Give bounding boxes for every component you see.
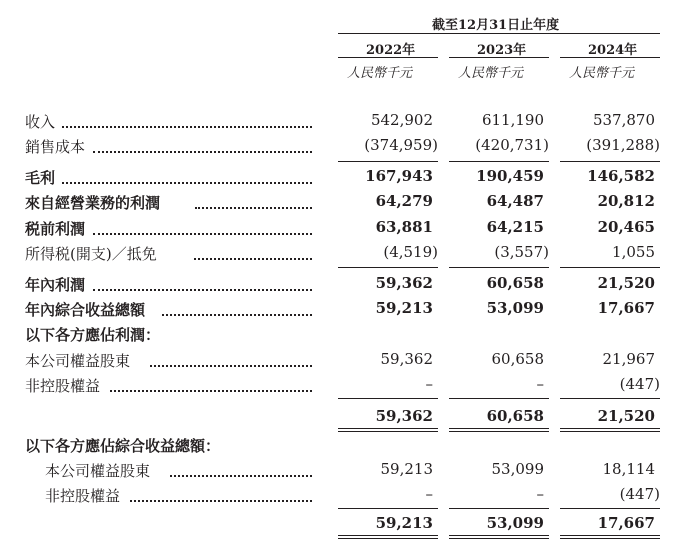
- cell-tci-2024: 17,667: [597, 299, 655, 317]
- cell-nci-tci-2024: (447): [619, 485, 660, 503]
- leader-dots: [162, 314, 312, 316]
- leader-dots: [110, 390, 312, 392]
- total-rule-2024: [560, 535, 660, 536]
- section-heading-tci-attributable: 以下各方應佔綜合收益總額：: [25, 437, 221, 455]
- total-rule-2022: [338, 428, 438, 429]
- unit-label-2023: 人民幣千元: [458, 66, 524, 81]
- cell-nci-profit-2024: (447): [619, 375, 660, 393]
- leader-dots: [62, 182, 312, 184]
- cell-shareholders-profit-2023: 60,658: [491, 350, 544, 368]
- row-label-cost-of-sales: 銷售成本: [25, 138, 86, 156]
- header-rule: [338, 33, 660, 34]
- total-rule-2022b: [338, 431, 438, 432]
- total-rule-2024b: [560, 431, 660, 432]
- subtotal-rule-2024: [560, 398, 660, 399]
- cell-operating-2024: 20,812: [597, 192, 655, 210]
- cell-profit-total-2022: 59,362: [375, 407, 433, 425]
- cell-pbt-2024: 20,465: [597, 218, 655, 236]
- cell-cost-2023: (420,731): [475, 136, 549, 154]
- row-label-gross-profit: 毛利: [25, 169, 56, 187]
- cell-operating-2022: 64,279: [375, 192, 433, 210]
- cell-tci-total-2024: 17,667: [597, 514, 655, 532]
- year-header-2024: 2024年: [588, 43, 638, 58]
- row-label-equity-shareholders-tci: 本公司權益股東: [45, 462, 151, 480]
- cell-profit-2022: 59,362: [375, 274, 433, 292]
- unit-label-2024: 人民幣千元: [569, 66, 635, 81]
- leader-dots: [170, 475, 312, 477]
- cell-gross-2024: 146,582: [587, 167, 655, 185]
- unit-label-2022: 人民幣千元: [347, 66, 413, 81]
- cell-shareholders-profit-2022: 59,362: [380, 350, 433, 368]
- subtotal-rule-2023: [449, 398, 549, 399]
- leader-dots: [195, 207, 312, 209]
- year-rule-2023: [449, 57, 549, 58]
- row-label-non-controlling-interests-tci: 非控股權益: [45, 487, 121, 505]
- subtotal-rule-2024: [560, 161, 660, 162]
- subtotal-rule-2023: [449, 267, 549, 268]
- row-label-equity-shareholders: 本公司權益股東: [25, 352, 131, 370]
- leader-dots: [130, 500, 312, 502]
- total-rule-2024b: [560, 538, 660, 539]
- subtotal-rule-2022: [338, 398, 438, 399]
- subtotal-rule-2022: [338, 508, 438, 509]
- cell-tci-2023: 53,099: [486, 299, 544, 317]
- cell-pbt-2022: 63,881: [375, 218, 433, 236]
- cell-tci-2022: 59,213: [375, 299, 433, 317]
- leader-dots: [194, 258, 312, 260]
- cell-shareholders-tci-2023: 53,099: [491, 460, 544, 478]
- cell-nci-profit-2023: –: [536, 375, 544, 393]
- cell-nci-tci-2022: –: [425, 485, 433, 503]
- cell-cost-2024: (391,288): [586, 136, 660, 154]
- row-label-revenue: 收入: [25, 113, 56, 131]
- leader-dots: [93, 233, 312, 235]
- total-rule-2023: [449, 428, 549, 429]
- row-label-income-tax: 所得税(開支)／抵免: [25, 245, 157, 263]
- period-header: 截至12月31日止年度: [432, 18, 560, 33]
- cell-tci-total-2023: 53,099: [486, 514, 544, 532]
- row-label-non-controlling-interests: 非控股權益: [25, 377, 101, 395]
- cell-profit-total-2024: 21,520: [597, 407, 655, 425]
- year-header-2023: 2023年: [477, 43, 527, 58]
- total-rule-2023b: [449, 431, 549, 432]
- total-rule-2022b: [338, 538, 438, 539]
- cell-nci-tci-2023: –: [536, 485, 544, 503]
- leader-dots: [93, 289, 312, 291]
- leader-dots: [93, 151, 312, 153]
- row-label-operating-profit: 來自經營業務的利潤: [25, 194, 161, 212]
- cell-profit-2023: 60,658: [486, 274, 544, 292]
- cell-tax-2024: 1,055: [612, 243, 655, 261]
- section-heading-profit-attributable: 以下各方應佔利潤：: [25, 326, 161, 344]
- row-label-profit-before-tax: 税前利潤: [25, 220, 86, 238]
- cell-tax-2022: (4,519): [383, 243, 438, 261]
- cell-revenue-2024: 537,870: [592, 111, 655, 129]
- subtotal-rule-2023: [449, 161, 549, 162]
- subtotal-rule-2024: [560, 508, 660, 509]
- total-rule-2023: [449, 535, 549, 536]
- subtotal-rule-2023: [449, 508, 549, 509]
- cell-profit-2024: 21,520: [597, 274, 655, 292]
- cell-pbt-2023: 64,215: [486, 218, 544, 236]
- cell-nci-profit-2022: –: [425, 375, 433, 393]
- subtotal-rule-2022: [338, 267, 438, 268]
- total-rule-2022: [338, 535, 438, 536]
- cell-operating-2023: 64,487: [486, 192, 544, 210]
- cell-tci-total-2022: 59,213: [375, 514, 433, 532]
- cell-gross-2022: 167,943: [365, 167, 433, 185]
- year-header-2022: 2022年: [366, 43, 416, 58]
- cell-revenue-2022: 542,902: [370, 111, 433, 129]
- cell-shareholders-profit-2024: 21,967: [602, 350, 655, 368]
- subtotal-rule-2022: [338, 161, 438, 162]
- cell-cost-2022: (374,959): [364, 136, 438, 154]
- leader-dots: [150, 365, 312, 367]
- cell-revenue-2023: 611,190: [481, 111, 544, 129]
- subtotal-rule-2024: [560, 267, 660, 268]
- year-rule-2022: [338, 57, 438, 58]
- total-rule-2023b: [449, 538, 549, 539]
- cell-shareholders-tci-2024: 18,114: [602, 460, 655, 478]
- row-label-total-comprehensive-income: 年內綜合收益總額: [25, 301, 146, 319]
- year-rule-2024: [560, 57, 660, 58]
- cell-tax-2023: (3,557): [494, 243, 549, 261]
- cell-profit-total-2023: 60,658: [486, 407, 544, 425]
- total-rule-2024: [560, 428, 660, 429]
- row-label-profit-for-year: 年內利潤: [25, 276, 86, 294]
- cell-gross-2023: 190,459: [476, 167, 544, 185]
- cell-shareholders-tci-2022: 59,213: [380, 460, 433, 478]
- leader-dots: [62, 126, 312, 128]
